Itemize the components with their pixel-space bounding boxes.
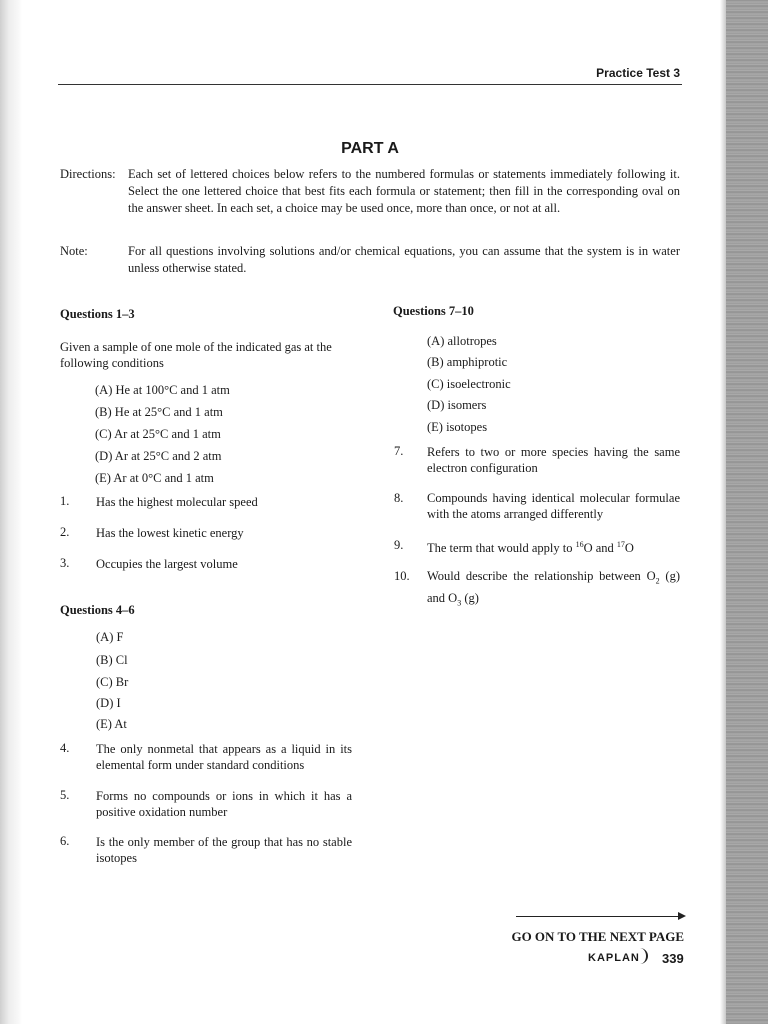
set2-heading: Questions 4–6 — [60, 603, 135, 617]
running-header: Practice Test 3 — [596, 66, 680, 80]
set2-choice-c: (C) Br — [96, 675, 129, 689]
page-number: 339 — [662, 951, 684, 966]
q10-text: Would describe the relationship between $O_2$ (g) and $O_3$ (g) — [427, 569, 680, 607]
q1-text: Has the highest molecular speed — [96, 495, 258, 509]
set1-choice-c: (C) Ar at 25°C and 1 atm — [95, 427, 221, 441]
note-text: For all questions involving solutions and/or chemical equations, you can assume that the system is in water unless otherwise stated. — [128, 244, 680, 275]
q6-text: Is the only member of the group that has no stable isotopes — [96, 835, 352, 865]
q3-number: 3. — [60, 556, 70, 570]
q5-number: 5. — [60, 788, 70, 802]
q4-number: 4. — [60, 741, 70, 755]
set2-choice-d: (D) I — [96, 696, 121, 710]
set3-choice-b: (B) amphiprotic — [427, 355, 508, 369]
q8-number: 8. — [394, 491, 404, 505]
set3-choice-d: (D) isomers — [427, 398, 487, 412]
set3-choice-a: (A) allotropes — [427, 334, 497, 348]
directions-text: Each set of lettered choices below refers to the numbered formulas or statements immediately following it. Select the one lettered choice that best fits each formula or statement; then fill in the corresponding oval on the answer sheet. In each set, a choice may be used once, more than once, or not at all. — [128, 167, 680, 215]
set3-choice-c: (C) isoelectronic — [427, 377, 511, 391]
set1-intro: Given a sample of one mole of the indicated gas at the following conditions — [60, 340, 332, 370]
directions-label: Directions: — [60, 167, 116, 181]
set2-choice-b: (B) Cl — [96, 653, 128, 667]
q1-number: 1. — [60, 494, 70, 508]
q7-text: Refers to two or more species having the same electron configuration — [427, 445, 680, 475]
next-page-arrow-line — [516, 916, 682, 917]
go-on-next-page: GO ON TO THE NEXT PAGE — [511, 929, 684, 944]
q5-text: Forms no compounds or ions in which it has a positive oxidation number — [96, 789, 352, 819]
part-title: PART A — [341, 140, 399, 157]
q2-number: 2. — [60, 525, 70, 539]
set2-choice-e: (E) At — [96, 717, 127, 731]
q3-text: Occupies the largest volume — [96, 557, 238, 571]
q2-text: Has the lowest kinetic energy — [96, 526, 244, 540]
q7-number: 7. — [394, 444, 404, 458]
kaplan-logo: KAPLAN — [588, 952, 640, 964]
q9-number: 9. — [394, 538, 404, 552]
note-label: Note: — [60, 244, 88, 258]
q8-text: Compounds having identical molecular formulae with the atoms arranged differently — [427, 491, 680, 521]
set1-choice-b: (B) He at 25°C and 1 atm — [95, 405, 223, 419]
q4-text: The only nonmetal that appears as a liquid in its elemental form under standard conditions — [96, 742, 352, 772]
q10-number: 10. — [394, 569, 410, 583]
set1-choice-a: (A) He at 100°C and 1 atm — [95, 383, 230, 397]
q9-text: The term that would apply to $^{16}$O and $^{17}$O — [427, 540, 634, 556]
set1-choice-d: (D) Ar at 25°C and 2 atm — [95, 449, 222, 463]
set2-choice-a: (A) F — [96, 630, 124, 644]
set1-choice-e: (E) Ar at 0°C and 1 atm — [95, 471, 214, 485]
set3-choice-e: (E) isotopes — [427, 420, 488, 434]
set3-heading: Questions 7–10 — [393, 304, 474, 318]
kaplan-swoosh-icon — [638, 948, 648, 964]
q6-number: 6. — [60, 834, 70, 848]
header-rule — [58, 84, 682, 85]
set1-heading: Questions 1–3 — [60, 307, 135, 321]
arrow-right-icon — [678, 912, 686, 920]
